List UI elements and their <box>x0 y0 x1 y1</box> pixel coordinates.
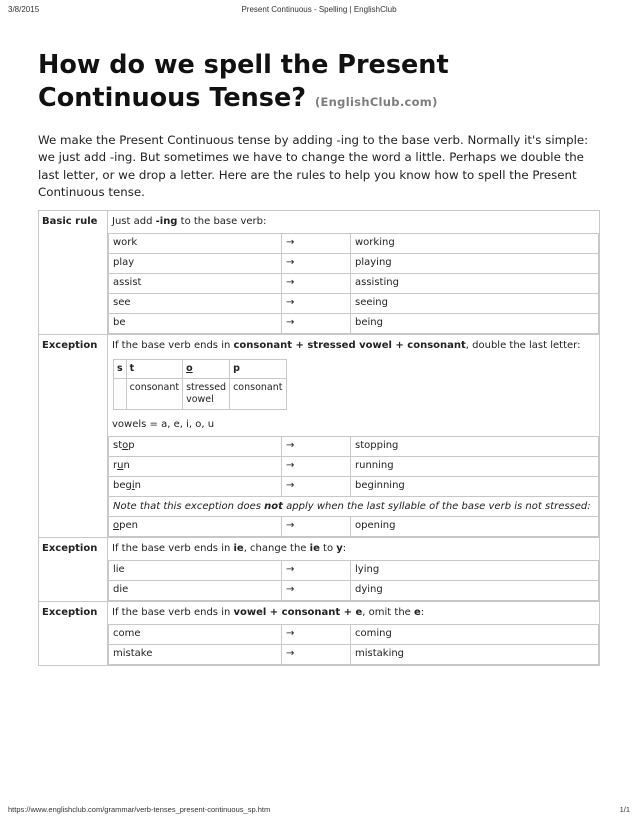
arrow: → <box>282 233 351 253</box>
rule-row-basic <box>39 210 600 334</box>
ing-form: lying <box>351 560 599 580</box>
article <box>38 49 603 666</box>
example-row <box>109 233 599 253</box>
example-row <box>109 293 599 313</box>
rule-description: If the base verb ends in consonant + stressed vowel + consonant, double the last letter: <box>112 339 581 351</box>
arrow: → <box>282 516 351 536</box>
example-row <box>109 273 599 293</box>
base-verb: be <box>109 313 282 333</box>
rule-label: Exception <box>39 537 108 601</box>
note-row <box>109 496 599 516</box>
rule-content <box>108 537 600 601</box>
rule-label: Basic rule <box>39 210 108 334</box>
ing-form: being <box>351 313 599 333</box>
page-url: https://www.englishclub.com/grammar/verb-tenses_present-continuous_sp.htm <box>8 805 271 814</box>
page-title <box>38 49 603 119</box>
ing-form: opening <box>351 516 599 536</box>
examples-table <box>108 436 599 537</box>
base-verb: begin <box>109 476 282 496</box>
site-name: (EnglishClub.com) <box>314 95 438 109</box>
rule-description: If the base verb ends in vowel + consonant + e, omit the e: <box>112 606 425 618</box>
rule-description: Just add -ing to the base verb: <box>112 215 267 227</box>
base-verb: work <box>109 233 282 253</box>
rule-row-double-consonant <box>39 334 600 537</box>
base-verb: come <box>109 624 282 644</box>
example-row <box>109 580 599 600</box>
rule-content <box>108 210 600 334</box>
example-row <box>109 624 599 644</box>
letter-p: p <box>230 359 286 378</box>
stop-breakdown-table <box>113 359 287 410</box>
arrow: → <box>282 436 351 456</box>
base-verb: assist <box>109 273 282 293</box>
letter-s: s <box>114 359 127 378</box>
label-stressed-vowel: stressed vowel <box>183 378 230 409</box>
note-text: Note that this exception does not apply when the last syllable of the base verb is not stressed: <box>109 496 599 516</box>
base-verb: open <box>109 516 282 536</box>
letter-t: t <box>126 359 182 378</box>
ing-form: seeing <box>351 293 599 313</box>
example-row <box>109 644 599 664</box>
spelling-rules-table <box>38 210 600 666</box>
examples-table <box>108 233 599 334</box>
ing-form: beginning <box>351 476 599 496</box>
title-line-1: How do we spell the Present <box>38 50 449 80</box>
base-verb: die <box>109 580 282 600</box>
letter-o: o <box>183 359 230 378</box>
example-row <box>109 516 599 536</box>
rule-row-omit-e <box>39 601 600 665</box>
print-footer <box>8 805 630 817</box>
example-row <box>109 436 599 456</box>
ing-form: coming <box>351 624 599 644</box>
arrow: → <box>282 644 351 664</box>
example-row <box>109 253 599 273</box>
print-header <box>8 5 630 17</box>
label-consonant: consonant <box>126 378 182 409</box>
example-row <box>109 476 599 496</box>
labels-row <box>114 378 287 409</box>
base-verb: lie <box>109 560 282 580</box>
rule-description: If the base verb ends in ie, change the ie to y: <box>112 542 347 554</box>
ing-form: mistaking <box>351 644 599 664</box>
print-date: 3/8/2015 <box>8 5 40 14</box>
arrow: → <box>282 476 351 496</box>
title-line-2: Continuous Tense? <box>38 83 307 113</box>
ing-form: stopping <box>351 436 599 456</box>
base-verb: run <box>109 456 282 476</box>
print-title: Present Continuous - Spelling | EnglishClub <box>241 5 397 14</box>
arrow: → <box>282 456 351 476</box>
intro-paragraph: We make the Present Continuous tense by adding -ing to the base verb. Normally it's simple: we just add -ing. But sometimes we have to change the word a little. Perhaps we double the last letter, or we drop a letter. Here are the rules to help you know how to spell the Present Continuous tense. <box>38 133 589 200</box>
arrow: → <box>282 273 351 293</box>
base-verb: play <box>109 253 282 273</box>
arrow: → <box>282 580 351 600</box>
empty-cell <box>114 378 127 409</box>
base-verb: stop <box>109 436 282 456</box>
rule-row-ie <box>39 537 600 601</box>
arrow: → <box>282 560 351 580</box>
rule-label: Exception <box>39 601 108 665</box>
page-number: 1/1 <box>619 805 630 814</box>
example-row <box>109 313 599 333</box>
ing-form: running <box>351 456 599 476</box>
rule-content <box>108 601 600 665</box>
arrow: → <box>282 293 351 313</box>
ing-form: working <box>351 233 599 253</box>
vowels-list: vowels = a, e, i, o, u <box>112 418 215 430</box>
ing-form: assisting <box>351 273 599 293</box>
base-verb: mistake <box>109 644 282 664</box>
arrow: → <box>282 253 351 273</box>
label-consonant: consonant <box>230 378 286 409</box>
rule-content <box>108 334 600 537</box>
examples-table <box>108 624 599 665</box>
ing-form: dying <box>351 580 599 600</box>
example-row <box>109 560 599 580</box>
letters-row <box>114 359 287 378</box>
rule-label: Exception <box>39 334 108 537</box>
arrow: → <box>282 624 351 644</box>
examples-table <box>108 560 599 601</box>
example-row <box>109 456 599 476</box>
ing-form: playing <box>351 253 599 273</box>
base-verb: see <box>109 293 282 313</box>
arrow: → <box>282 313 351 333</box>
